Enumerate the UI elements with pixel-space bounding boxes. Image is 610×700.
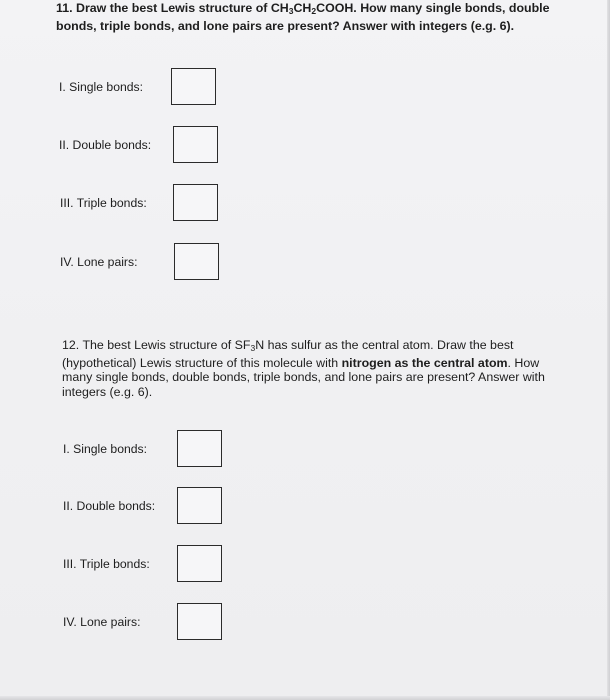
q11-double-bonds-label: II. Double bonds:: [59, 138, 152, 152]
q11-triple-bonds-label: III. Triple bonds:: [60, 196, 147, 210]
q12-double-bonds-label: II. Double bonds:: [63, 499, 156, 513]
q12-lone-pairs-label: IV. Lone pairs:: [63, 615, 141, 629]
question-11-text-part: Draw the best Lewis structure of CH: [76, 1, 289, 15]
question-11-text-part: COOH.: [316, 1, 357, 15]
q11-lone-pairs-input[interactable]: [174, 243, 219, 280]
question-12-text-part: N has sulfur as the central atom. Draw the best (hypothetical) Lewis structure of this molecule with: [62, 338, 514, 370]
question-12-text-part: . How many single bonds, double bonds, triple bonds, and lone pairs are present? Answer with integers (e.g. 6).: [62, 355, 545, 399]
question-12-emphasis: nitrogen as the central atom: [341, 355, 508, 370]
question-12-number: 12.: [62, 338, 80, 352]
q11-single-bonds-label: I. Single bonds:: [59, 80, 144, 94]
q12-single-bonds-input[interactable]: [177, 430, 222, 467]
q11-triple-bonds-input[interactable]: [173, 184, 218, 221]
q11-double-bonds-input[interactable]: [173, 126, 218, 163]
q12-lone-pairs-input[interactable]: [177, 603, 222, 640]
q11-single-bonds-input[interactable]: [171, 68, 216, 105]
question-11-text-part: How many single bonds, double bonds, triple bonds, and lone pairs are present? Answer with integers (e.g. 6).: [56, 1, 550, 33]
q12-single-bonds-label: I. Single bonds:: [63, 442, 148, 456]
q12-triple-bonds-input[interactable]: [177, 545, 222, 582]
page-edge: [0, 696, 610, 700]
question-11-number: 11.: [56, 1, 73, 15]
q12-triple-bonds-label: III. Triple bonds:: [63, 557, 150, 571]
subscript: 2: [311, 6, 317, 16]
subscript: 3: [250, 343, 256, 353]
q12-double-bonds-input[interactable]: [177, 487, 222, 524]
question-12-prompt: [62, 338, 557, 399]
question-12-text-part: The best Lewis structure of SF: [79, 338, 251, 352]
question-11-prompt: [56, 1, 556, 33]
q11-lone-pairs-label: IV. Lone pairs:: [60, 255, 138, 269]
subscript: 3: [288, 6, 294, 16]
question-11-text-part: CH: [293, 1, 312, 15]
